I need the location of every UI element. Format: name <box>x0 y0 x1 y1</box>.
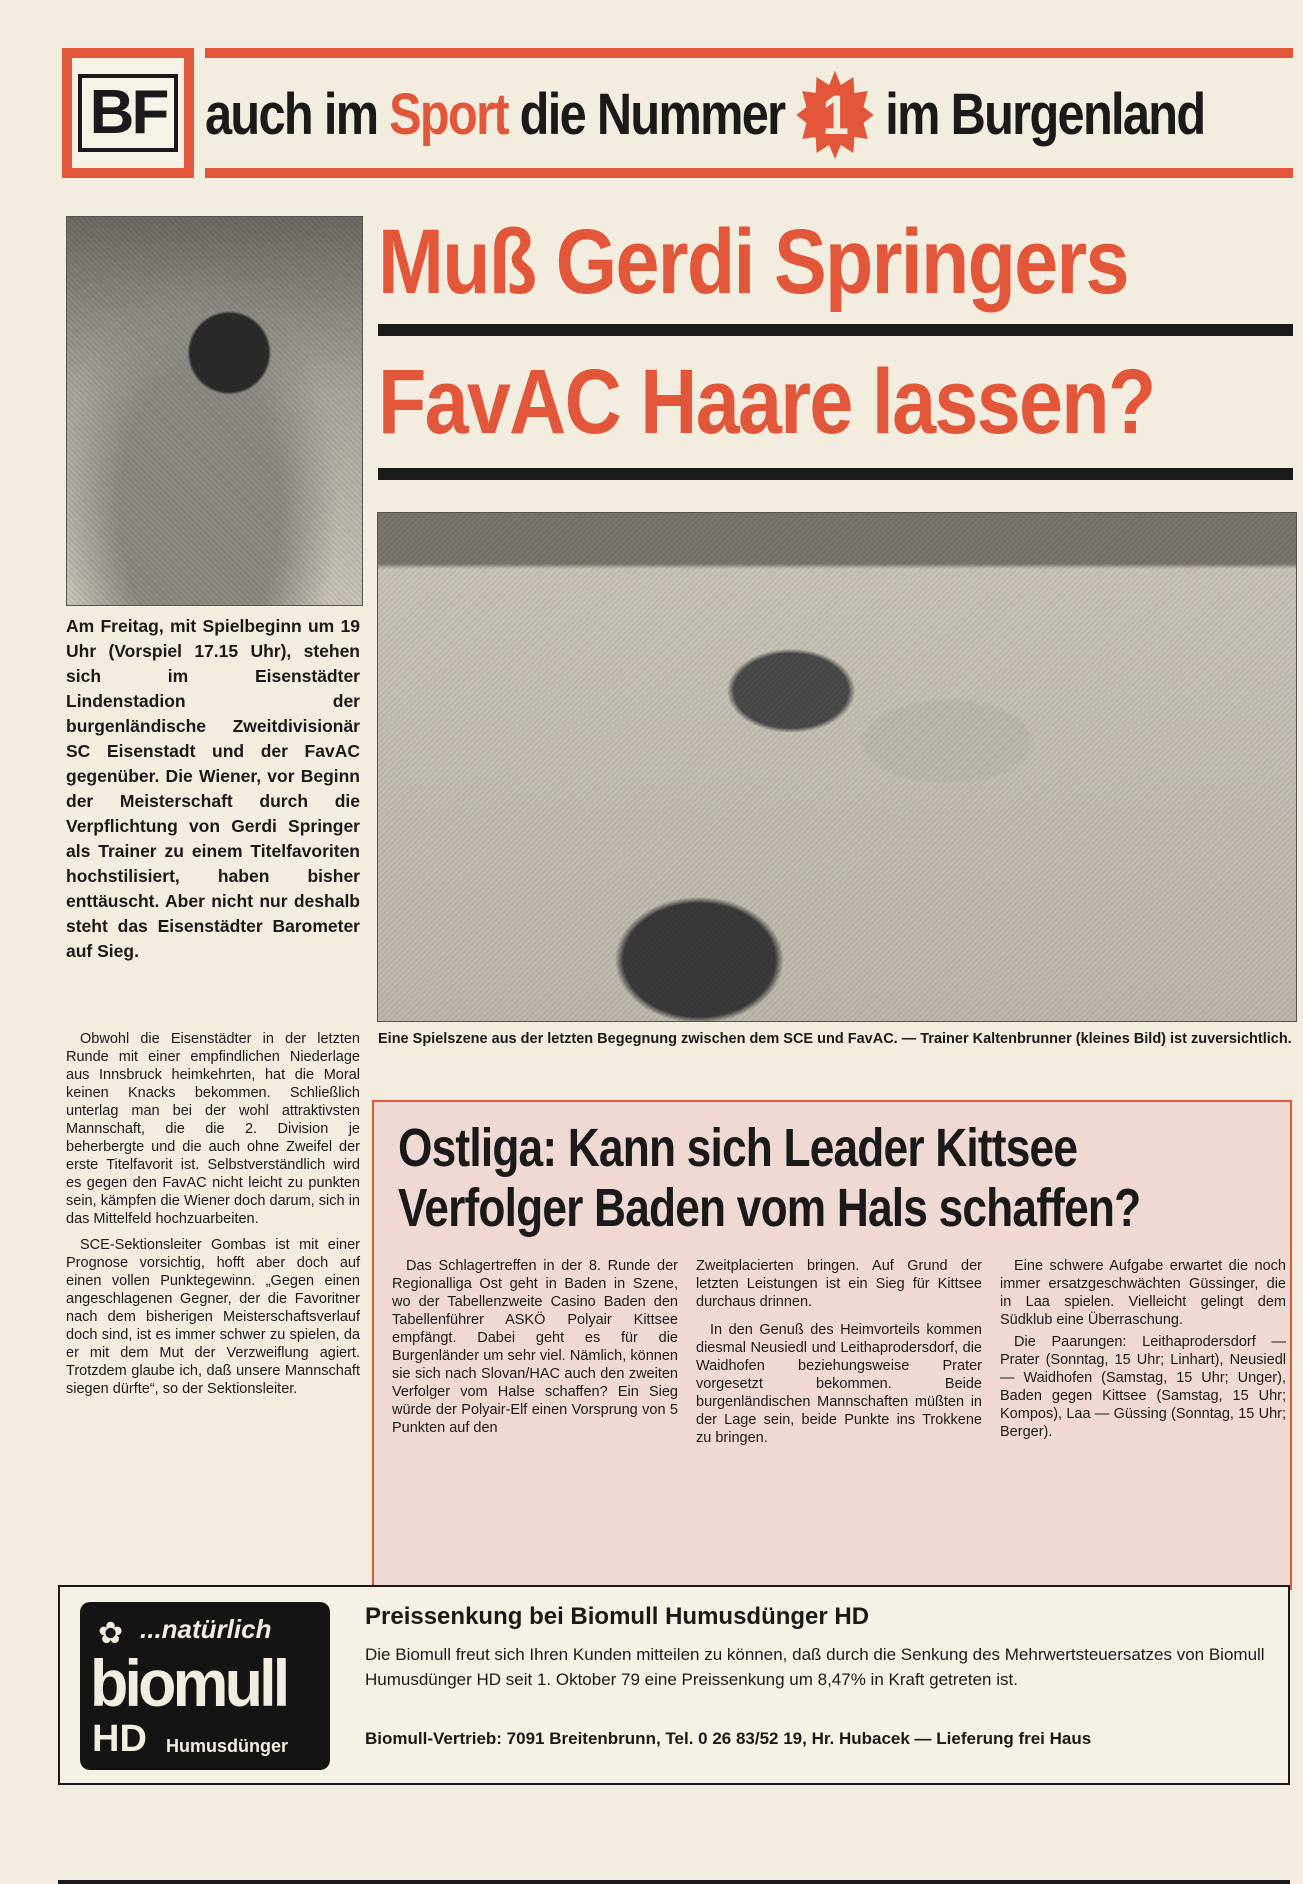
left-body-paragraph-2: SCE-Sektionsleiter Gombas ist mit einer Prognose vorsichtig, hofft aber doch auf einen vollen Punktegewinn. „Gegen einen angeschlagenen Gegner, der die Favoritner nach dem bisherigen Meisterschaftsverlauf doch sind, ist es immer schwer zu spielen, da er mit dem Mut der Verzweiflung agiert. Trotzdem glaube ich, daß unsere Mannschaft siegen dürfte“, so der Sektionsleiter. <box>66 1237 360 1397</box>
ad-body: Die Biomull freut sich Ihren Kunden mitteilen zu können, daß durch die Senkung des Mehrwertsteuersatzes von Biomull Humusdünger HD seit 1. Oktober 79 eine Preissenkung um 8,47% in Kraft getreten ist. <box>365 1645 1265 1689</box>
logo-tagline: ...natürlich <box>140 1614 272 1644</box>
slogan-post: im Burgenland <box>885 82 1205 147</box>
trainer-photo <box>66 216 363 606</box>
ostliga-column-1 <box>392 1257 678 1447</box>
logo-hd: HD <box>92 1718 147 1760</box>
number-one-text: 1 <box>822 83 848 146</box>
ostliga-title <box>398 1118 1141 1238</box>
ostliga-col2-paragraph-2: In den Genuß des Heimvorteils kommen diesmal Neusiedl und Leithaprodersdorf, die Waidhofen beziehungsweise Prater vorgesetzt bekommen. Beide burgenländischen Mannschaften müßten in der Lage sein, beide Punkte ins Trokkene zu bringen. <box>696 1322 982 1446</box>
ostliga-col1-paragraph: Das Schlagertreffen in der 8. Runde der Regionalliga Ost geht in Baden in Szene, wo der Tabellenzweite Casino Baden den Tabellenführer ASKÖ Polyair Kittsee empfängt. Dabei geht es für die Burgenländer um sehr viel. Nämlich, können sie sich nach Slovan/HAC auch den zweiten Verfolger vom Halse schaffen? Ein Sieg würde der Polyair-Elf einen Vorsprung von 5 Punkten auf den <box>392 1258 678 1436</box>
bf-logo-box <box>62 48 194 178</box>
headline-rule-2 <box>378 468 1293 480</box>
slogan-pre: auch im <box>205 82 378 147</box>
ad-headline: Preissenkung bei Biomull Humusdünger HD <box>365 1603 870 1630</box>
ostliga-col2-paragraph-1: Zweitplacierten bringen. Auf Grund der letzten Leistungen ist ein Sieg für Kittsee durchaus drinnen. <box>696 1258 982 1310</box>
slogan-mid: die Nummer <box>519 82 785 147</box>
banner-slogan <box>205 70 1205 160</box>
ad-contact: Biomull-Vertrieb: 7091 Breitenbrunn, Tel. 0 26 83/52 19, Hr. Hubacek — Lieferung frei Haus <box>365 1729 1092 1748</box>
match-scene-photo <box>377 512 1297 1022</box>
photo-caption: Eine Spielszene aus der letzten Begegnung zwischen dem SCE und FavAC. — Trainer Kaltenbrunner (kleines Bild) ist zuversichtlich. <box>378 1031 1292 1047</box>
ostliga-col3-paragraph-1: Eine schwere Aufgabe erwartet die noch immer ersatzgeschwächten Güssinger, die in Laa spielen. Vielleicht gelingt dem Südklub eine Überraschung. <box>1000 1258 1286 1328</box>
biomull-logo <box>80 1602 330 1770</box>
ostliga-col3-paragraph-2: Die Paarungen: Leithaprodersdorf — Prater (Sonntag, 15 Uhr; Linhart), Neusiedl — Waidhofen (Samstag, 15 Uhr; Unger), Baden gegen Kittsee (Samstag, 15 Uhr; Kompos), Laa — Güssing (Sonntag, 15 Uhr; Berger). <box>1000 1334 1286 1440</box>
ostliga-column-2 <box>696 1257 982 1457</box>
flower-icon: ✿ <box>98 1617 124 1650</box>
headline-line-2: FavAC Haare lassen? <box>378 351 1155 453</box>
logo-sub: Humusdünger <box>166 1736 289 1756</box>
headline-rule-1 <box>378 324 1293 336</box>
banner-bottom-band <box>205 168 1293 178</box>
lead-paragraph: Am Freitag, mit Spielbeginn um 19 Uhr (Vorspiel 17.15 Uhr), stehen sich im Eisenstädter Lindenstadion der burgenländische Zweitdivisionär SC Eisenstadt und der FavAC gegenüber. Die Wiener, vor Beginn der Meisterschaft durch die Verpflichtung von Gerdi Springer als Trainer zu einem Titelfavoriten hochstilisiert, haben bisher enttäuscht. Aber nicht nur deshalb steht das Eisenstädter Barometer auf Sieg. <box>66 616 360 961</box>
banner-top-band <box>205 48 1293 58</box>
left-body-text <box>66 1030 360 1406</box>
headline-line-1: Muß Gerdi Springers <box>378 211 1128 313</box>
ad-frame-placeholder <box>58 1880 1290 1884</box>
ostliga-title-line-1: Ostliga: Kann sich Leader Kittsee <box>398 1118 1078 1178</box>
logo-brand: biomull <box>90 1646 287 1720</box>
left-body-paragraph-1: Obwohl die Eisenstädter in der letzten Runde mit einer empfindlichen Niederlage aus Innsbruck heimkehrten, hat die Moral keinen Knacks bekommen. Schließlich unterlag man bei der wohl attraktivsten Mannschaft, die die 2. Division je beherbergte und die auch ohne Zweifel der erste Titelfavorit ist. Selbstverständlich wird es gegen den FavAC nicht leicht zu punkten sein, kämpfen die Wiener doch darum, sich in das Mittelfeld hochzuarbeiten. <box>66 1031 360 1227</box>
ostliga-column-3 <box>1000 1257 1286 1451</box>
bf-logo: BF <box>78 74 179 152</box>
number-one-badge <box>796 69 873 161</box>
slogan-sport: Sport <box>389 82 508 147</box>
ostliga-title-line-2: Verfolger Baden vom Hals schaffen? <box>398 1178 1141 1238</box>
